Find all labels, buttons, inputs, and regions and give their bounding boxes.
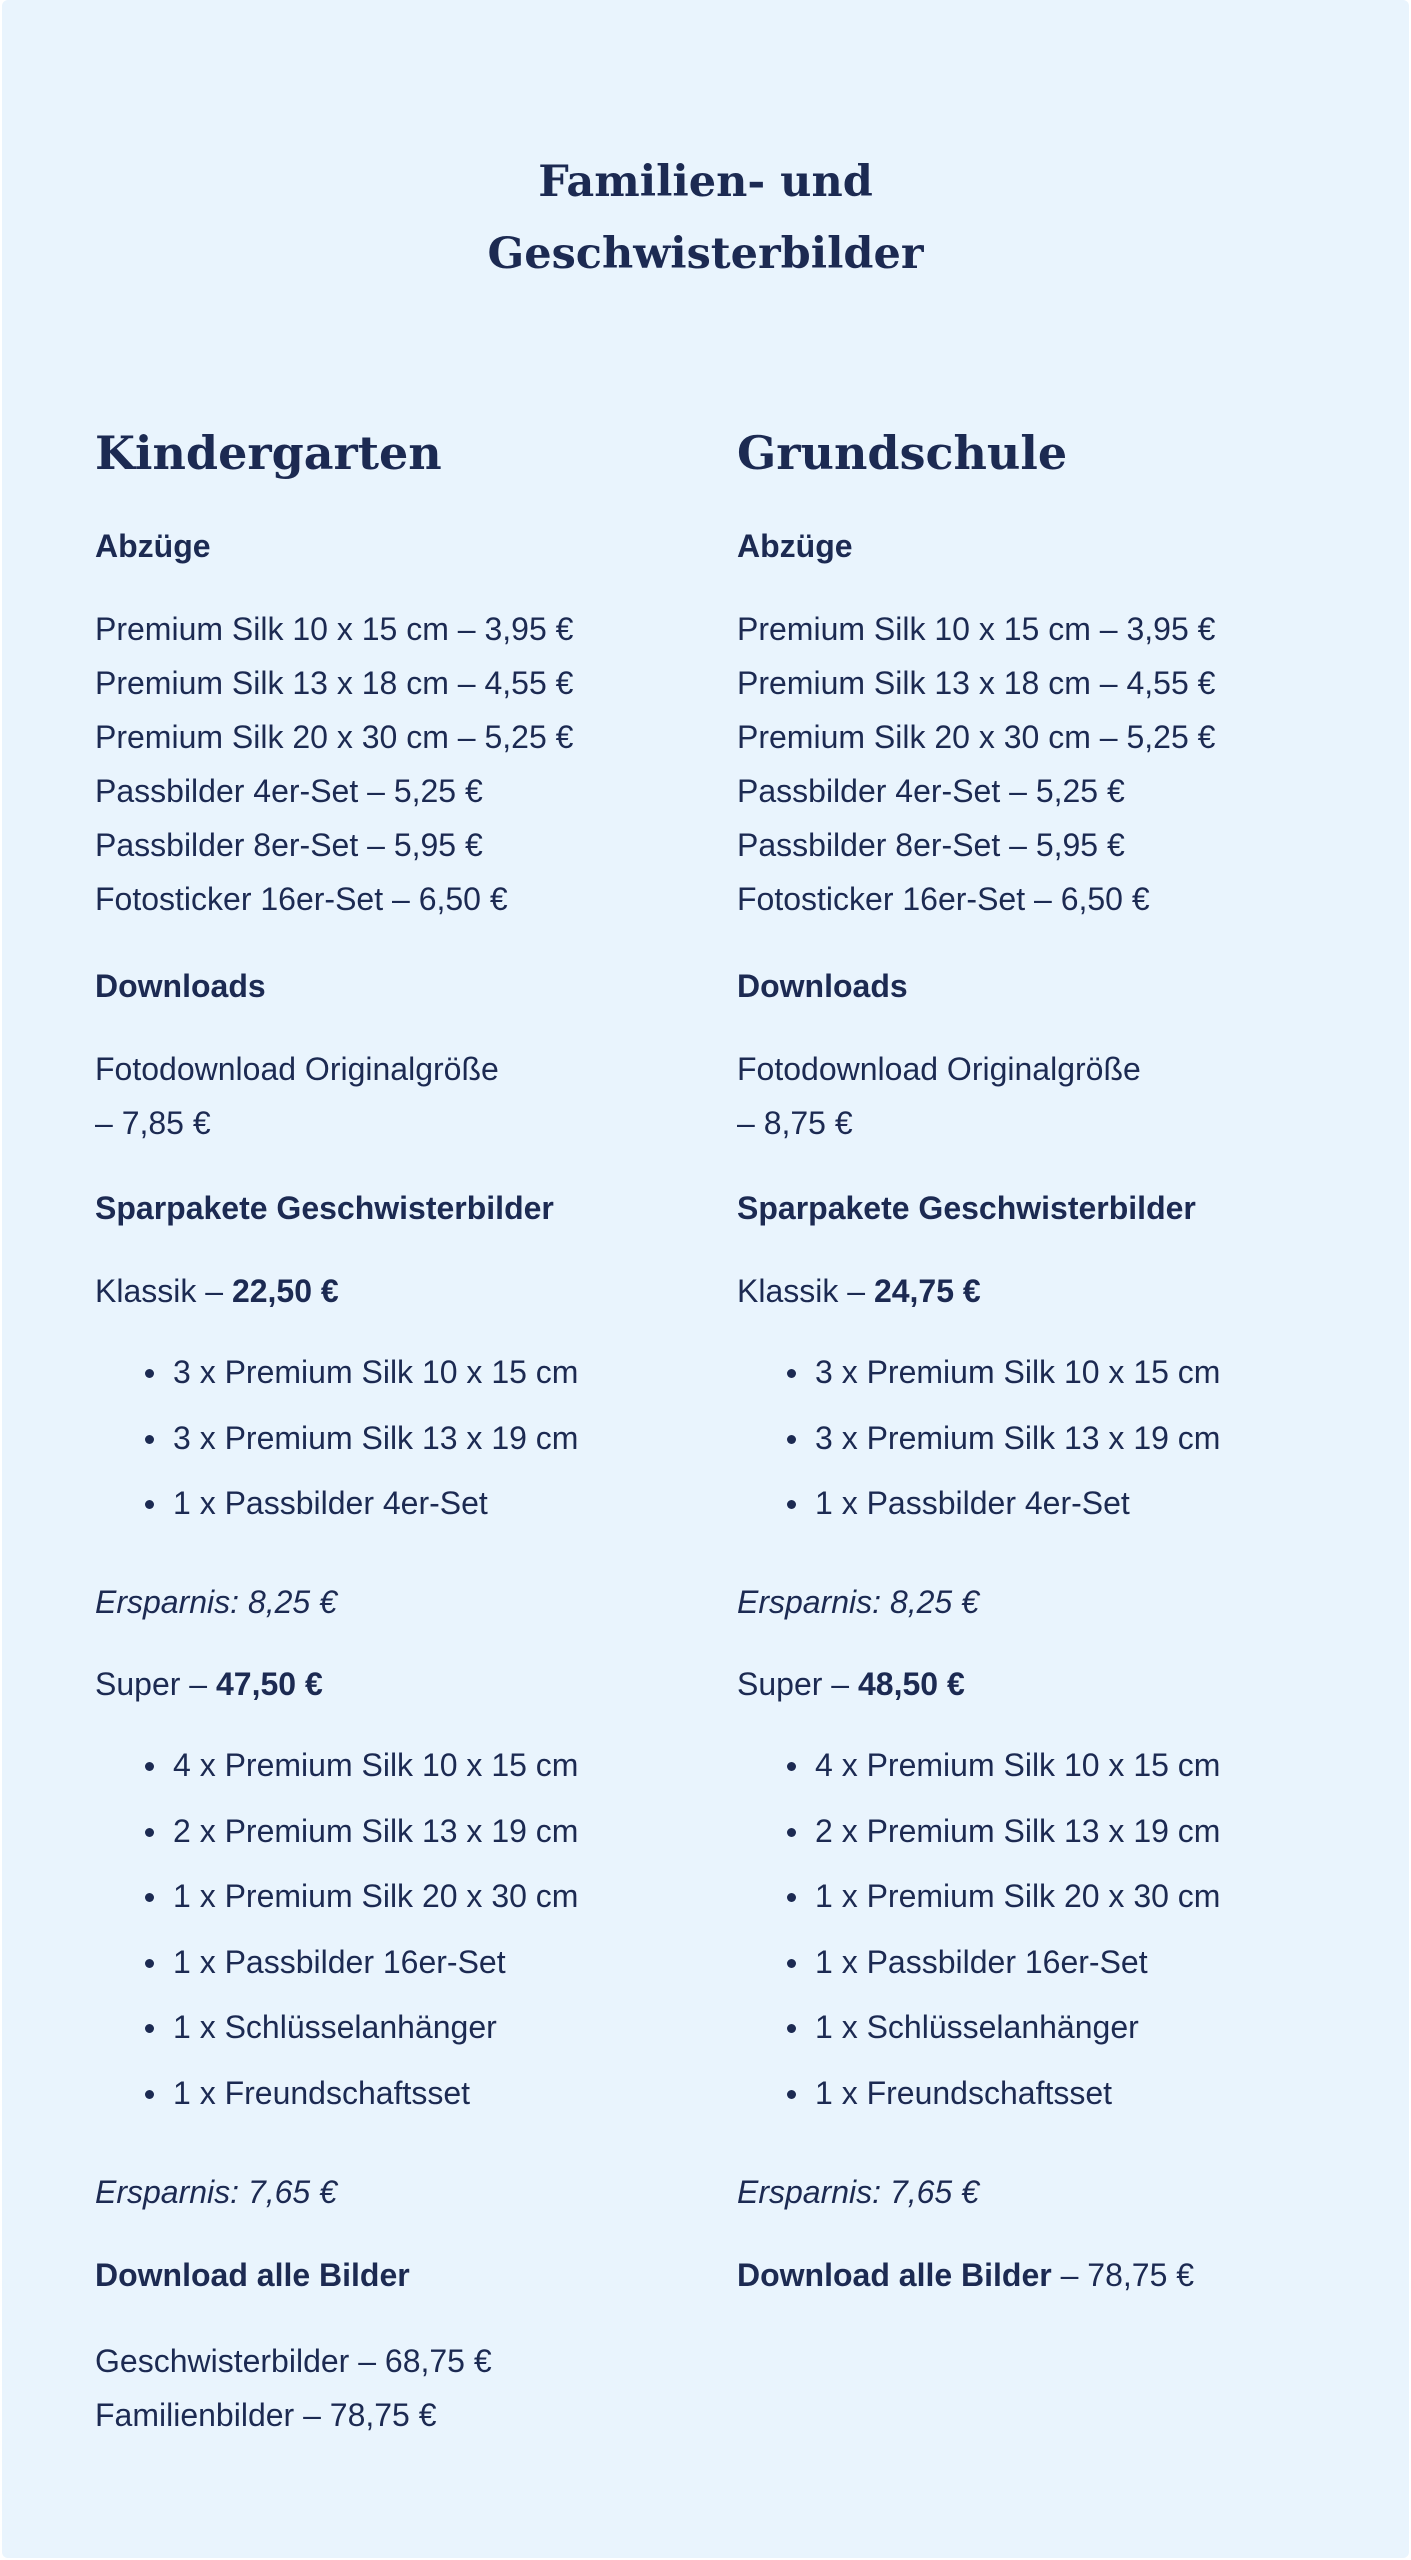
packages-heading: Sparpakete Geschwisterbilder <box>95 1190 554 1226</box>
super-package-title <box>95 1664 323 1704</box>
price-line: Fotosticker 16er-Set – 6,50 € <box>95 881 508 917</box>
page-title-line-1: Familien- und <box>538 157 873 207</box>
package-name: Super – <box>737 1666 858 1702</box>
column-heading: Kindergarten <box>95 426 442 480</box>
price-line: Fotosticker 16er-Set – 6,50 € <box>737 881 1150 917</box>
download-all-list <box>95 2334 492 2442</box>
download-all-line <box>737 2255 1194 2295</box>
price-line: Geschwisterbilder – 68,75 € <box>95 2343 492 2379</box>
price-line: Passbilder 4er-Set – 5,25 € <box>95 773 483 809</box>
list-item: 1 x Premium Silk 20 x 30 cm <box>95 1864 578 1930</box>
page-title-line-2: Geschwisterbilder <box>487 229 924 279</box>
price-line: Passbilder 4er-Set – 5,25 € <box>737 773 1125 809</box>
list-item: 3 x Premium Silk 13 x 19 cm <box>737 1406 1220 1472</box>
price-line: Familienbilder – 78,75 € <box>95 2397 437 2433</box>
list-item: 1 x Schlüsselanhänger <box>737 1995 1220 2061</box>
prints-list <box>737 602 1215 926</box>
classic-package-items <box>95 1340 578 1537</box>
download-line: – 7,85 € <box>95 1105 211 1141</box>
classic-saving: Ersparnis: 8,25 € <box>737 1584 979 1620</box>
classic-package-title <box>95 1271 339 1311</box>
column-heading: Grundschule <box>737 426 1068 480</box>
super-package-items <box>95 1733 578 2127</box>
list-item: 3 x Premium Silk 13 x 19 cm <box>95 1406 578 1472</box>
super-saving: Ersparnis: 7,65 € <box>737 2174 979 2210</box>
package-name: Super – <box>95 1666 216 1702</box>
price-line: Premium Silk 10 x 15 cm – 3,95 € <box>95 611 574 647</box>
package-price: 48,50 € <box>857 1666 965 1702</box>
super-package-items <box>737 1733 1220 2127</box>
download-all-heading: Download alle Bilder <box>737 2257 1052 2293</box>
price-line: Premium Silk 20 x 30 cm – 5,25 € <box>737 719 1216 755</box>
prints-heading: Abzüge <box>95 528 211 564</box>
download-all-heading: Download alle Bilder <box>95 2257 410 2293</box>
list-item: 2 x Premium Silk 13 x 19 cm <box>95 1799 578 1865</box>
download-price <box>95 1042 499 1150</box>
price-line: Premium Silk 13 x 18 cm – 4,55 € <box>95 665 574 701</box>
list-item: 4 x Premium Silk 10 x 15 cm <box>737 1733 1220 1799</box>
list-item: 3 x Premium Silk 10 x 15 cm <box>95 1340 578 1406</box>
classic-saving: Ersparnis: 8,25 € <box>95 1584 337 1620</box>
list-item: 1 x Premium Silk 20 x 30 cm <box>737 1864 1220 1930</box>
list-item: 1 x Passbilder 4er-Set <box>737 1471 1220 1537</box>
package-name: Klassik – <box>737 1273 874 1309</box>
prints-heading: Abzüge <box>737 528 853 564</box>
packages-heading: Sparpakete Geschwisterbilder <box>737 1190 1196 1226</box>
list-item: 4 x Premium Silk 10 x 15 cm <box>95 1733 578 1799</box>
package-price: 22,50 € <box>231 1273 339 1309</box>
download-price <box>737 1042 1141 1150</box>
package-price: 47,50 € <box>215 1666 323 1702</box>
list-item: 1 x Freundschaftsset <box>95 2061 578 2127</box>
list-item: 1 x Passbilder 4er-Set <box>95 1471 578 1537</box>
list-item: 2 x Premium Silk 13 x 19 cm <box>737 1799 1220 1865</box>
downloads-heading: Downloads <box>95 968 266 1004</box>
list-item: 1 x Schlüsselanhänger <box>95 1995 578 2061</box>
list-item: 1 x Passbilder 16er-Set <box>737 1930 1220 1996</box>
list-item: 1 x Passbilder 16er-Set <box>95 1930 578 1996</box>
price-line: Passbilder 8er-Set – 5,95 € <box>95 827 483 863</box>
download-line: – 8,75 € <box>737 1105 853 1141</box>
download-line: Fotodownload Originalgröße <box>737 1051 1141 1087</box>
list-item: 1 x Freundschaftsset <box>737 2061 1220 2127</box>
super-saving: Ersparnis: 7,65 € <box>95 2174 337 2210</box>
price-line: Premium Silk 10 x 15 cm – 3,95 € <box>737 611 1216 647</box>
download-all-price: – 78,75 € <box>1051 2257 1195 2293</box>
super-package-title <box>737 1664 965 1704</box>
package-price: 24,75 € <box>873 1273 981 1309</box>
prints-list <box>95 602 573 926</box>
download-line: Fotodownload Originalgröße <box>95 1051 499 1087</box>
price-line: Premium Silk 13 x 18 cm – 4,55 € <box>737 665 1216 701</box>
price-line: Premium Silk 20 x 30 cm – 5,25 € <box>95 719 574 755</box>
page-title <box>0 146 1411 290</box>
classic-package-items <box>737 1340 1220 1537</box>
price-line: Passbilder 8er-Set – 5,95 € <box>737 827 1125 863</box>
package-name: Klassik – <box>95 1273 232 1309</box>
downloads-heading: Downloads <box>737 968 908 1004</box>
classic-package-title <box>737 1271 981 1311</box>
list-item: 3 x Premium Silk 10 x 15 cm <box>737 1340 1220 1406</box>
